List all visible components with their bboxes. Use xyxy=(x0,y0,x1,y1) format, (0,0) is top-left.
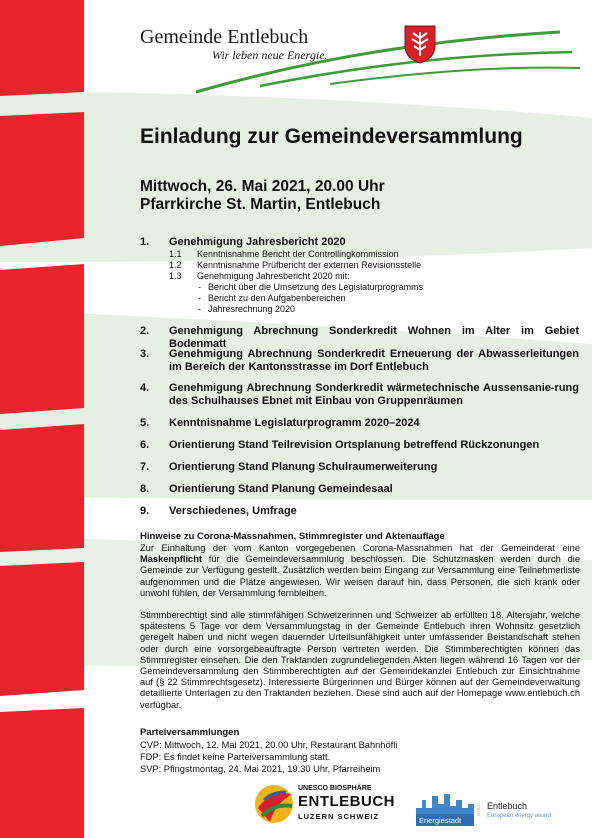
bullet-text: Bericht über die Umsetzung des Legislaturprogramms xyxy=(208,282,424,292)
biosphere-logo-icon xyxy=(252,782,298,826)
notes-text: Zur Einhaltung der vom Kanton vorgegebenen Corona-Massnahmen hat der Gemeinderat eine xyxy=(140,543,580,553)
party-meeting-line: CVP: Mittwoch, 12. Mai 2021, 20.00 Uhr, Restaurant Bahnhöfli xyxy=(140,740,398,750)
agenda-bullet xyxy=(198,304,295,315)
agenda-subitem xyxy=(169,271,350,282)
agenda-subitem xyxy=(169,249,399,260)
agenda-number: 8. xyxy=(140,483,150,495)
red-stripe xyxy=(0,424,84,552)
notes-paragraph-corona xyxy=(140,543,580,599)
energiestadt-logo-icon xyxy=(416,786,486,826)
agenda-text: Orientierung Stand Planung Gemeindesaal xyxy=(169,483,393,495)
agenda-number: 4. xyxy=(140,382,150,394)
energiestadt-label: Entlebuch xyxy=(487,801,528,811)
green-swoosh xyxy=(330,68,580,84)
notes-text: für die Gemeindeversammlung beschlossen. Die Schutzmasken werden durch die Gemeinde zur Verfügung gestellt. Zusätzlich werden beim Eingang zur Versammlung eine Teilnehmerliste aufgenommen und die Plätze angewiesen. Wir weisen darauf hin, dass Personen, die sich krank oder unwohl fühlen, der Versammlung fernbleiben. xyxy=(140,554,580,598)
mask-requirement: Maskenpflicht xyxy=(140,554,202,565)
energiestadt-gold-text: GOLD xyxy=(476,803,481,816)
biosphere-region: LUZERN SCHWEIZ xyxy=(298,812,380,821)
agenda-text: Orientierung Stand Teilrevision Ortsplanung betreffend Rückzonungen xyxy=(169,439,540,451)
agenda-number: 9. xyxy=(140,505,150,517)
biosphere-name: ENTLEBUCH xyxy=(298,793,395,810)
agenda-number: 7. xyxy=(140,461,150,473)
agenda-number: 6. xyxy=(140,439,150,451)
agenda-number: 3. xyxy=(140,348,150,360)
red-stripe xyxy=(0,112,84,246)
subitem-text: Kenntnisnahme Bericht der Controllingkommission xyxy=(197,249,399,259)
agenda-text: Genehmigung Jahresbericht 2020 xyxy=(169,236,346,248)
bullet-text: Bericht zu den Aufgabenbereichen xyxy=(208,293,346,303)
subitem-text: Genehmigung Jahresbericht 2020 mit: xyxy=(197,271,350,281)
energiestadt-subtitle: European energy award xyxy=(487,813,552,819)
agenda-text: Genehmigung Abrechnung Sonderkredit Wohnen im Alter im Gebiet Bodenmatt xyxy=(169,325,579,350)
party-meeting-line: SVP: Pfingstmontag, 24. Mai 2021, 19.30 Uhr, Pfarreiheim xyxy=(140,764,381,774)
agenda-text: Genehmigung Abrechnung Sonderkredit Erneuerung der Abwasserleitungen im Bereich der Kantonsstrasse im Dorf Entlebuch xyxy=(169,348,579,373)
red-stripe xyxy=(0,264,84,414)
subitem-text: Kenntnisnahme Prüfbericht der externen Revisionsstelle xyxy=(197,260,422,270)
bullet-mark: - xyxy=(198,304,201,314)
agenda-text: Orientierung Stand Planung Schulraumerweiterung xyxy=(169,461,438,473)
page-title: Einladung zur Gemeindeversammlung xyxy=(140,125,523,148)
party-meetings-heading: Parteiversammlungen xyxy=(140,727,240,738)
agenda-number: 1. xyxy=(140,236,150,248)
agenda-text: Verschiedenes, Umfrage xyxy=(169,505,297,517)
red-stripe xyxy=(0,708,84,838)
agenda-text: Kenntnisnahme Legislaturprogramm 2020–2024 xyxy=(169,417,420,429)
agenda-bullet xyxy=(198,293,346,304)
agenda-text: Genehmigung Abrechnung Sonderkredit wärmetechnische Aussensanie-rung des Schulhauses Ebnet mit Einbau von Gruppenräumen xyxy=(169,382,579,407)
subitem-number: 1.3 xyxy=(169,271,182,281)
notes-heading: Hinweise zu Corona-Massnahmen, Stimmregister und Aktenauflage xyxy=(140,531,445,542)
red-stripe xyxy=(0,0,84,96)
municipality-tagline: Wir leben neue Energie. xyxy=(212,48,328,62)
party-meeting-line: FDP: Es findet keine Parteiversammlung statt. xyxy=(140,752,331,762)
meeting-date: Mittwoch, 26. Mai 2021, 20.00 Uhr xyxy=(140,178,385,195)
meeting-place: Pfarrkirche St. Martin, Entlebuch xyxy=(140,196,381,213)
municipality-name: Gemeinde Entlebuch xyxy=(140,26,309,48)
notes-paragraph-eligibility: Stimmberechtigt sind alle stimmfähigen Schweizerinnen und Schweizer ab erfüllten 18. Altersjahr, welche spätestens 5 Tage vor dem Versammlungstag in der Gemeinde Entlebuch ihren Wohnsitz gesetzlich geregelt haben und nicht wegen dauernder Urteilsunfähigkeit unter umfassender Beistandschaft stehen oder durch eine vorsorgebeauftragte Person vertreten werden. Die Stimmberechtigten können das Stimmregister einsehen. Die den Traktanden zugrundeliegenden Akten liegen während 16 Tagen vor der Gemeindeversammlung den Stimmberechtigten auf der Gemeindekanzlei Entlebuch zur Einsichtnahme auf (§ 22 Stimmrechtsgesetz). Interessierte Bürgerinnen und Bürger können auf der Gemeindeverwaltung detaillierte Unterlagen zu den Traktanden beziehen. Diese sind auch auf der Homepage www.entlebuch.ch verfügbar. xyxy=(140,610,580,710)
bullet-mark: - xyxy=(198,282,201,292)
red-stripe xyxy=(0,562,84,696)
agenda-subitem xyxy=(169,260,421,271)
energiestadt-badge-text: Energiestadt xyxy=(419,816,462,825)
agenda-number: 5. xyxy=(140,417,150,429)
crest-icon xyxy=(403,24,437,64)
biosphere-label: UNESCO BIOSPHÄRE xyxy=(298,785,372,792)
bullet-text: Jahresrechnung 2020 xyxy=(208,304,296,314)
subitem-number: 1.1 xyxy=(169,249,182,259)
bullet-mark: - xyxy=(198,293,201,303)
agenda-bullet xyxy=(198,282,423,293)
agenda-number: 2. xyxy=(140,325,150,337)
subitem-number: 1.2 xyxy=(169,260,182,270)
